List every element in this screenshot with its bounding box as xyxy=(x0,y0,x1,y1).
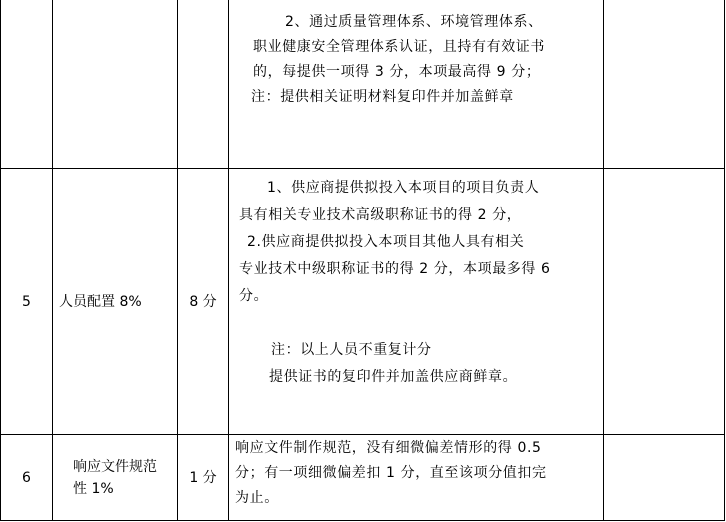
row-number-cell: 5 xyxy=(1,169,53,435)
criteria-line: 分。 xyxy=(239,288,269,304)
scoring-criteria-cell xyxy=(229,435,604,521)
scoring-item-line: 响应文件规范 xyxy=(73,458,157,475)
criteria-line: 响应文件制作规范，没有细微偏差情形的得 0.5 xyxy=(235,440,542,456)
criteria-line: 2.供应商提供拟投入本项目其他人具有相关 xyxy=(247,234,525,250)
criteria-line: 1、供应商提供拟投入本项目的项目负责人 xyxy=(267,180,540,196)
remark-cell xyxy=(604,169,725,435)
row-number-cell: 6 xyxy=(1,435,53,521)
criteria-note-line: 提供证书的复印件并加盖供应商鲜章。 xyxy=(269,369,518,385)
scoring-item-cell xyxy=(53,435,178,521)
criteria-note-line: 注：以上人员不重复计分 xyxy=(271,342,432,358)
blank-line xyxy=(229,310,603,337)
criteria-note-line: 注：提供相关证明材料复印件并加盖鲜章 xyxy=(251,89,514,105)
score-cell: 1 分 xyxy=(178,435,229,521)
scoring-criteria-cell xyxy=(229,169,604,435)
scoring-criteria-cell xyxy=(229,0,604,169)
scoring-item-line: 性 1% xyxy=(73,480,114,497)
criteria-line: 职业健康安全管理体系认证，且持有有效证书 xyxy=(253,39,545,55)
table-row xyxy=(1,435,725,521)
criteria-line: 分；有一项细微偏差扣 1 分，直至该项分值扣完 xyxy=(235,465,547,481)
criteria-line: 专业技术中级职称证书的得 2 分，本项最多得 6 xyxy=(239,261,551,277)
score-cell xyxy=(178,0,229,169)
criteria-line: 为止。 xyxy=(235,490,279,506)
table-row xyxy=(1,169,725,435)
remark-cell xyxy=(604,435,725,521)
criteria-line: 具有相关专业技术高级职称证书的得 2 分， xyxy=(239,207,522,223)
score-cell: 8 分 xyxy=(178,169,229,435)
criteria-line: 的，每提供一项得 3 分，本项最高得 9 分； xyxy=(253,64,541,80)
scoring-item-cell xyxy=(53,0,178,169)
remark-cell xyxy=(604,0,725,169)
scoring-item-cell: 人员配置 8% xyxy=(53,169,178,435)
criteria-line: 2、通过质量管理体系、环境管理体系、 xyxy=(285,14,543,30)
table-row xyxy=(1,0,725,169)
row-number-cell xyxy=(1,0,53,169)
